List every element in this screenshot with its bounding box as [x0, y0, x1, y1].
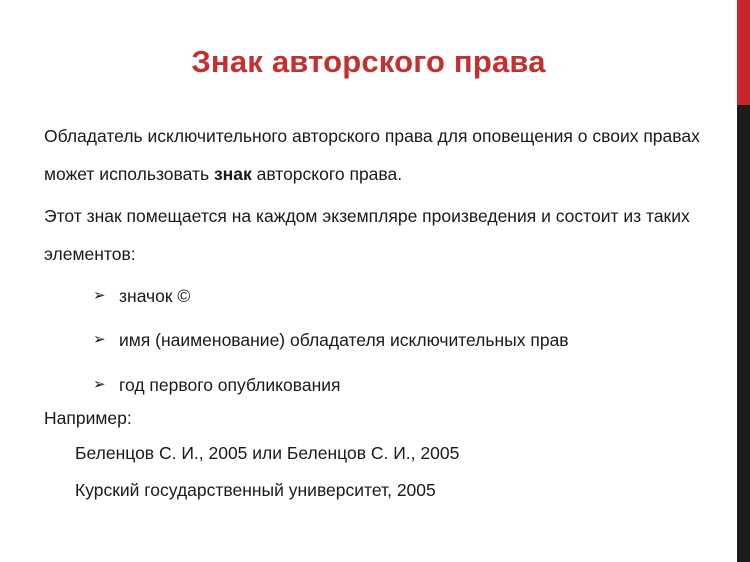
paragraph-text: Обладатель исключительного авторского права для оповещения о своих правах может использовать [44, 126, 700, 184]
example-label: Например: [44, 408, 132, 428]
list-item [93, 373, 341, 397]
paragraph-text: авторского права. [251, 164, 403, 184]
paragraph-copyright-holder [44, 117, 714, 193]
list-item-label: год первого опубликования [119, 375, 341, 395]
example-line: Беленцов С. И., 2005 или Беленцов С. И., 2005 [75, 443, 460, 463]
list-item-label: имя (наименование) обладателя исключительных прав [119, 330, 569, 350]
slide-title: Знак авторского права [191, 44, 546, 79]
example-line: Курский государственный университет, 2005 [75, 480, 436, 500]
arrow-bullet-icon: ➢ [93, 331, 106, 348]
paragraph-sign-elements: Этот знак помещается на каждом экземпляре произведения и состоит из таких элементов: [44, 206, 690, 264]
side-accent-red [737, 0, 750, 105]
list-item [93, 284, 190, 308]
paragraph-bold-term: знак [213, 164, 252, 184]
list-item [93, 328, 569, 352]
arrow-bullet-icon: ➢ [93, 376, 106, 393]
arrow-bullet-icon: ➢ [93, 287, 106, 304]
list-item-label: значок © [119, 286, 191, 306]
